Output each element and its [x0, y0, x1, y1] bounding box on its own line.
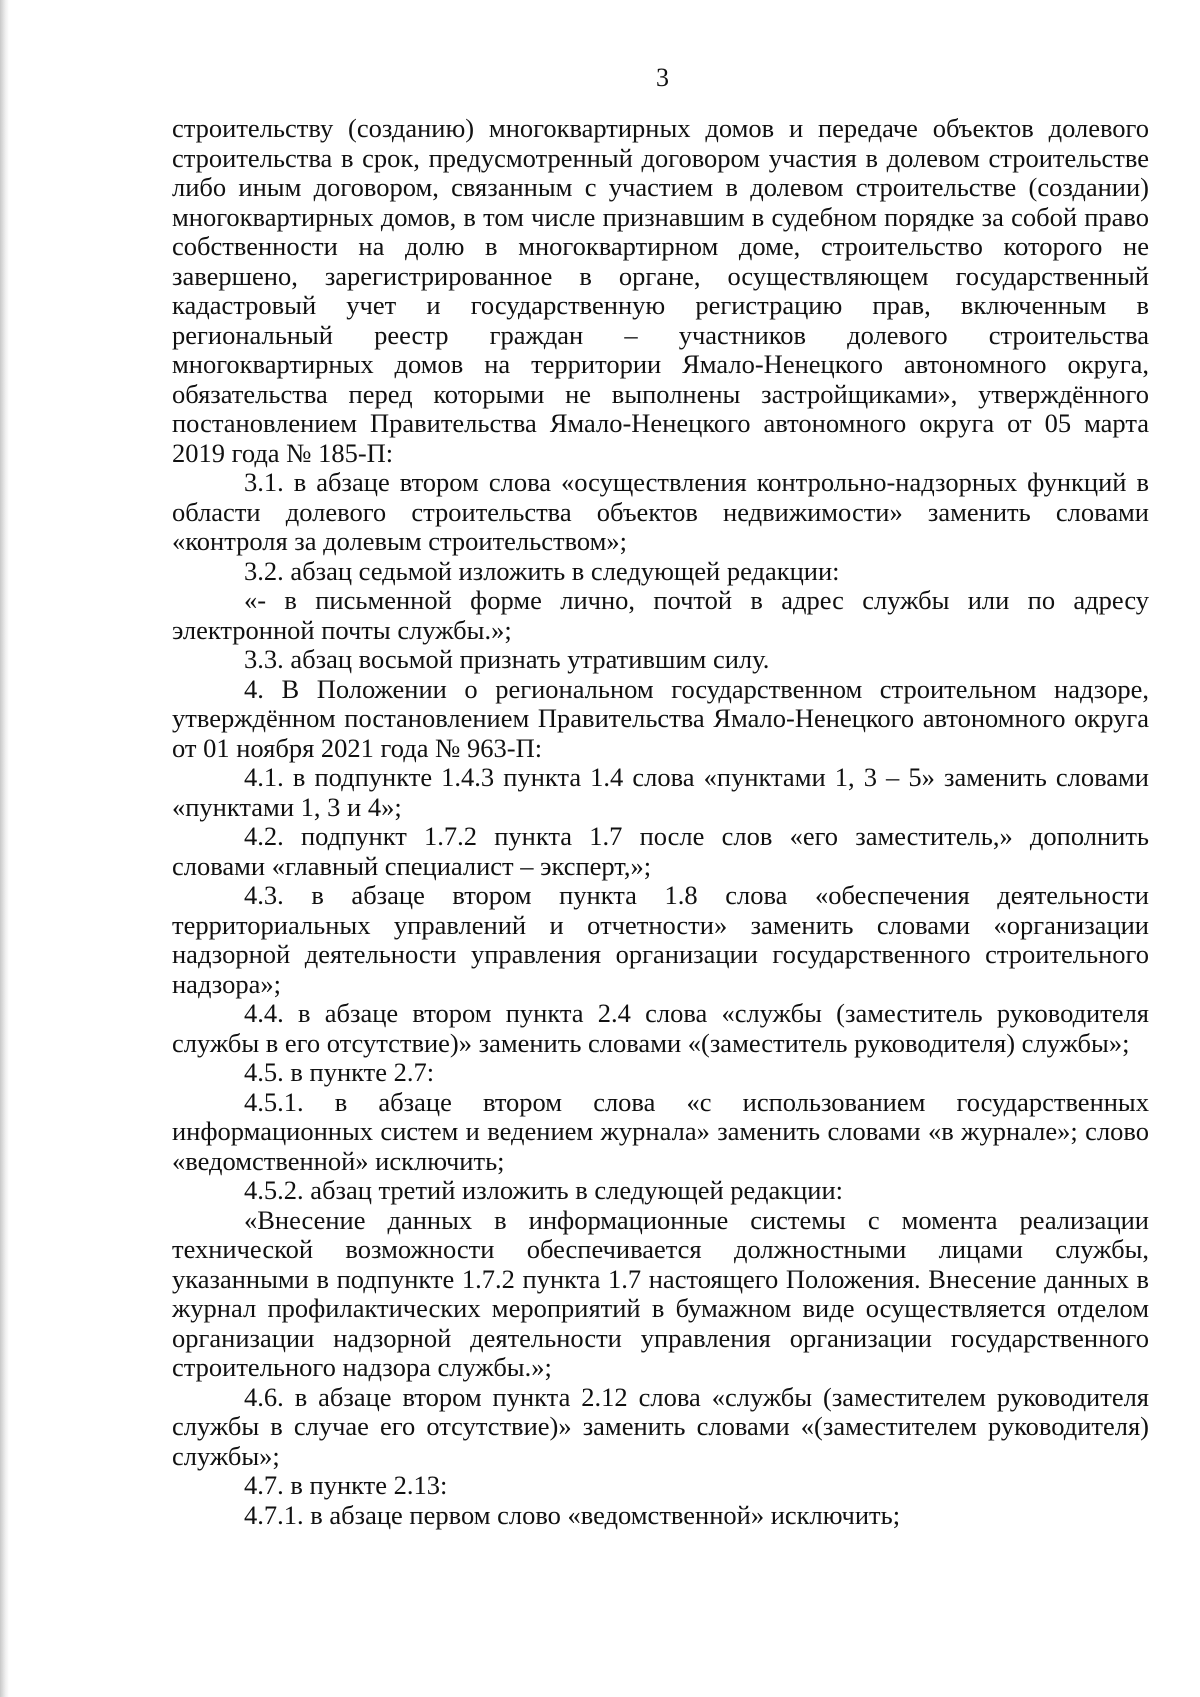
- page-number: 3: [656, 63, 669, 92]
- paragraph: 3.2. абзац седьмой изложить в следующей редакции:: [244, 555, 840, 586]
- paragraph: 4.3. в абзаце втором пункта 1.8 слова «обеспечения деятельности территориальных управлений и отчетности» заменить словами «организации надзорной деятельности управления организации государственного строительного надзора»;: [172, 880, 1149, 999]
- paragraph: 4.1. в подпункте 1.4.3 пункта 1.4 слова «пунктами 1, 3 – 5» заменить словами «пунктами 1, 3 и 4»;: [172, 762, 1149, 822]
- paragraph: 4.7.1. в абзаце первом слово «ведомственной» исключить;: [244, 1499, 901, 1530]
- paragraph: строительству (созданию) многоквартирных домов и передаче объектов долевого строительства в срок, предусмотренный договором участия в долевом строительстве либо иным договором, связанным с участием в долевом строительстве (создании) многоквартирных домов, в том числе признавшим в судебном порядке за собой право собственности на долю в многоквартирном доме, строительство которого не завершено, зарегистрированное в органе, осуществляющем государственный кадастровый учет и государственную регистрацию прав, включенным в региональный реестр граждан – участников долевого строительства многоквартирных домов на территории Ямало-Ненецкого автономного округа, обязательства перед которыми не выполнены застройщиками», утверждённого постановлением Правительства Ямало-Ненецкого автономного округа от 05 марта 2019 года № 185-П:: [172, 113, 1149, 468]
- paragraph: 4.5.1. в абзаце втором слова «с использованием государственных информационных систем и ведением журнала» заменить словами «в журнале»; слово «ведомственной» исключить;: [172, 1086, 1149, 1176]
- paragraph: 4.7. в пункте 2.13:: [244, 1470, 448, 1500]
- paragraph: 3.1. в абзаце втором слова «осуществления контрольно-надзорных функций в области долевого строительства объектов недвижимости» заменить словами «контроля за долевым строительством»;: [172, 467, 1149, 556]
- page-edge-shadow: [0, 0, 9, 1697]
- paragraph: 4.6. в абзаце втором пункта 2.12 слова «службы (заместителем руководителя службы в случае его отсутствие)» заменить словами «(заместителем руководителя) службы»;: [172, 1381, 1149, 1471]
- paragraph: 3.3. абзац восьмой признать утратившим силу.: [244, 644, 770, 674]
- document-body: [172, 114, 1149, 1530]
- paragraph: 4.5.2. абзац третий изложить в следующей редакции:: [244, 1175, 843, 1205]
- paragraph: 4. В Положении о региональном государственном строительном надзоре, утверждённом постановлением Правительства Ямало-Ненецкого автономного округа от 01 ноября 2021 года № 963-П:: [172, 673, 1149, 763]
- paragraph: «- в письменной форме лично, почтой в адрес службы или по адресу электронной почты службы.»;: [172, 585, 1149, 645]
- paragraph: 4.5. в пункте 2.7:: [244, 1057, 435, 1087]
- paragraph: 4.2. подпункт 1.7.2 пункта 1.7 после слов «его заместитель,» дополнить словами «главный специалист – эксперт,»;: [172, 821, 1149, 881]
- paragraph: «Внесение данных в информационные системы с момента реализации технической возможности обеспечивается должностными лицами службы, указанными в подпункте 1.7.2 пункта 1.7 настоящего Положения. Внесение данных в журнал профилактических мероприятий в бумажном виде осуществляется отделом организации надзорной деятельности управления организации государственного строительного надзора службы.»;: [172, 1204, 1149, 1382]
- paragraph: 4.4. в абзаце втором пункта 2.4 слова «службы (заместитель руководителя службы в его отсутствие)» заменить словами «(заместитель руководителя) службы»;: [172, 998, 1149, 1058]
